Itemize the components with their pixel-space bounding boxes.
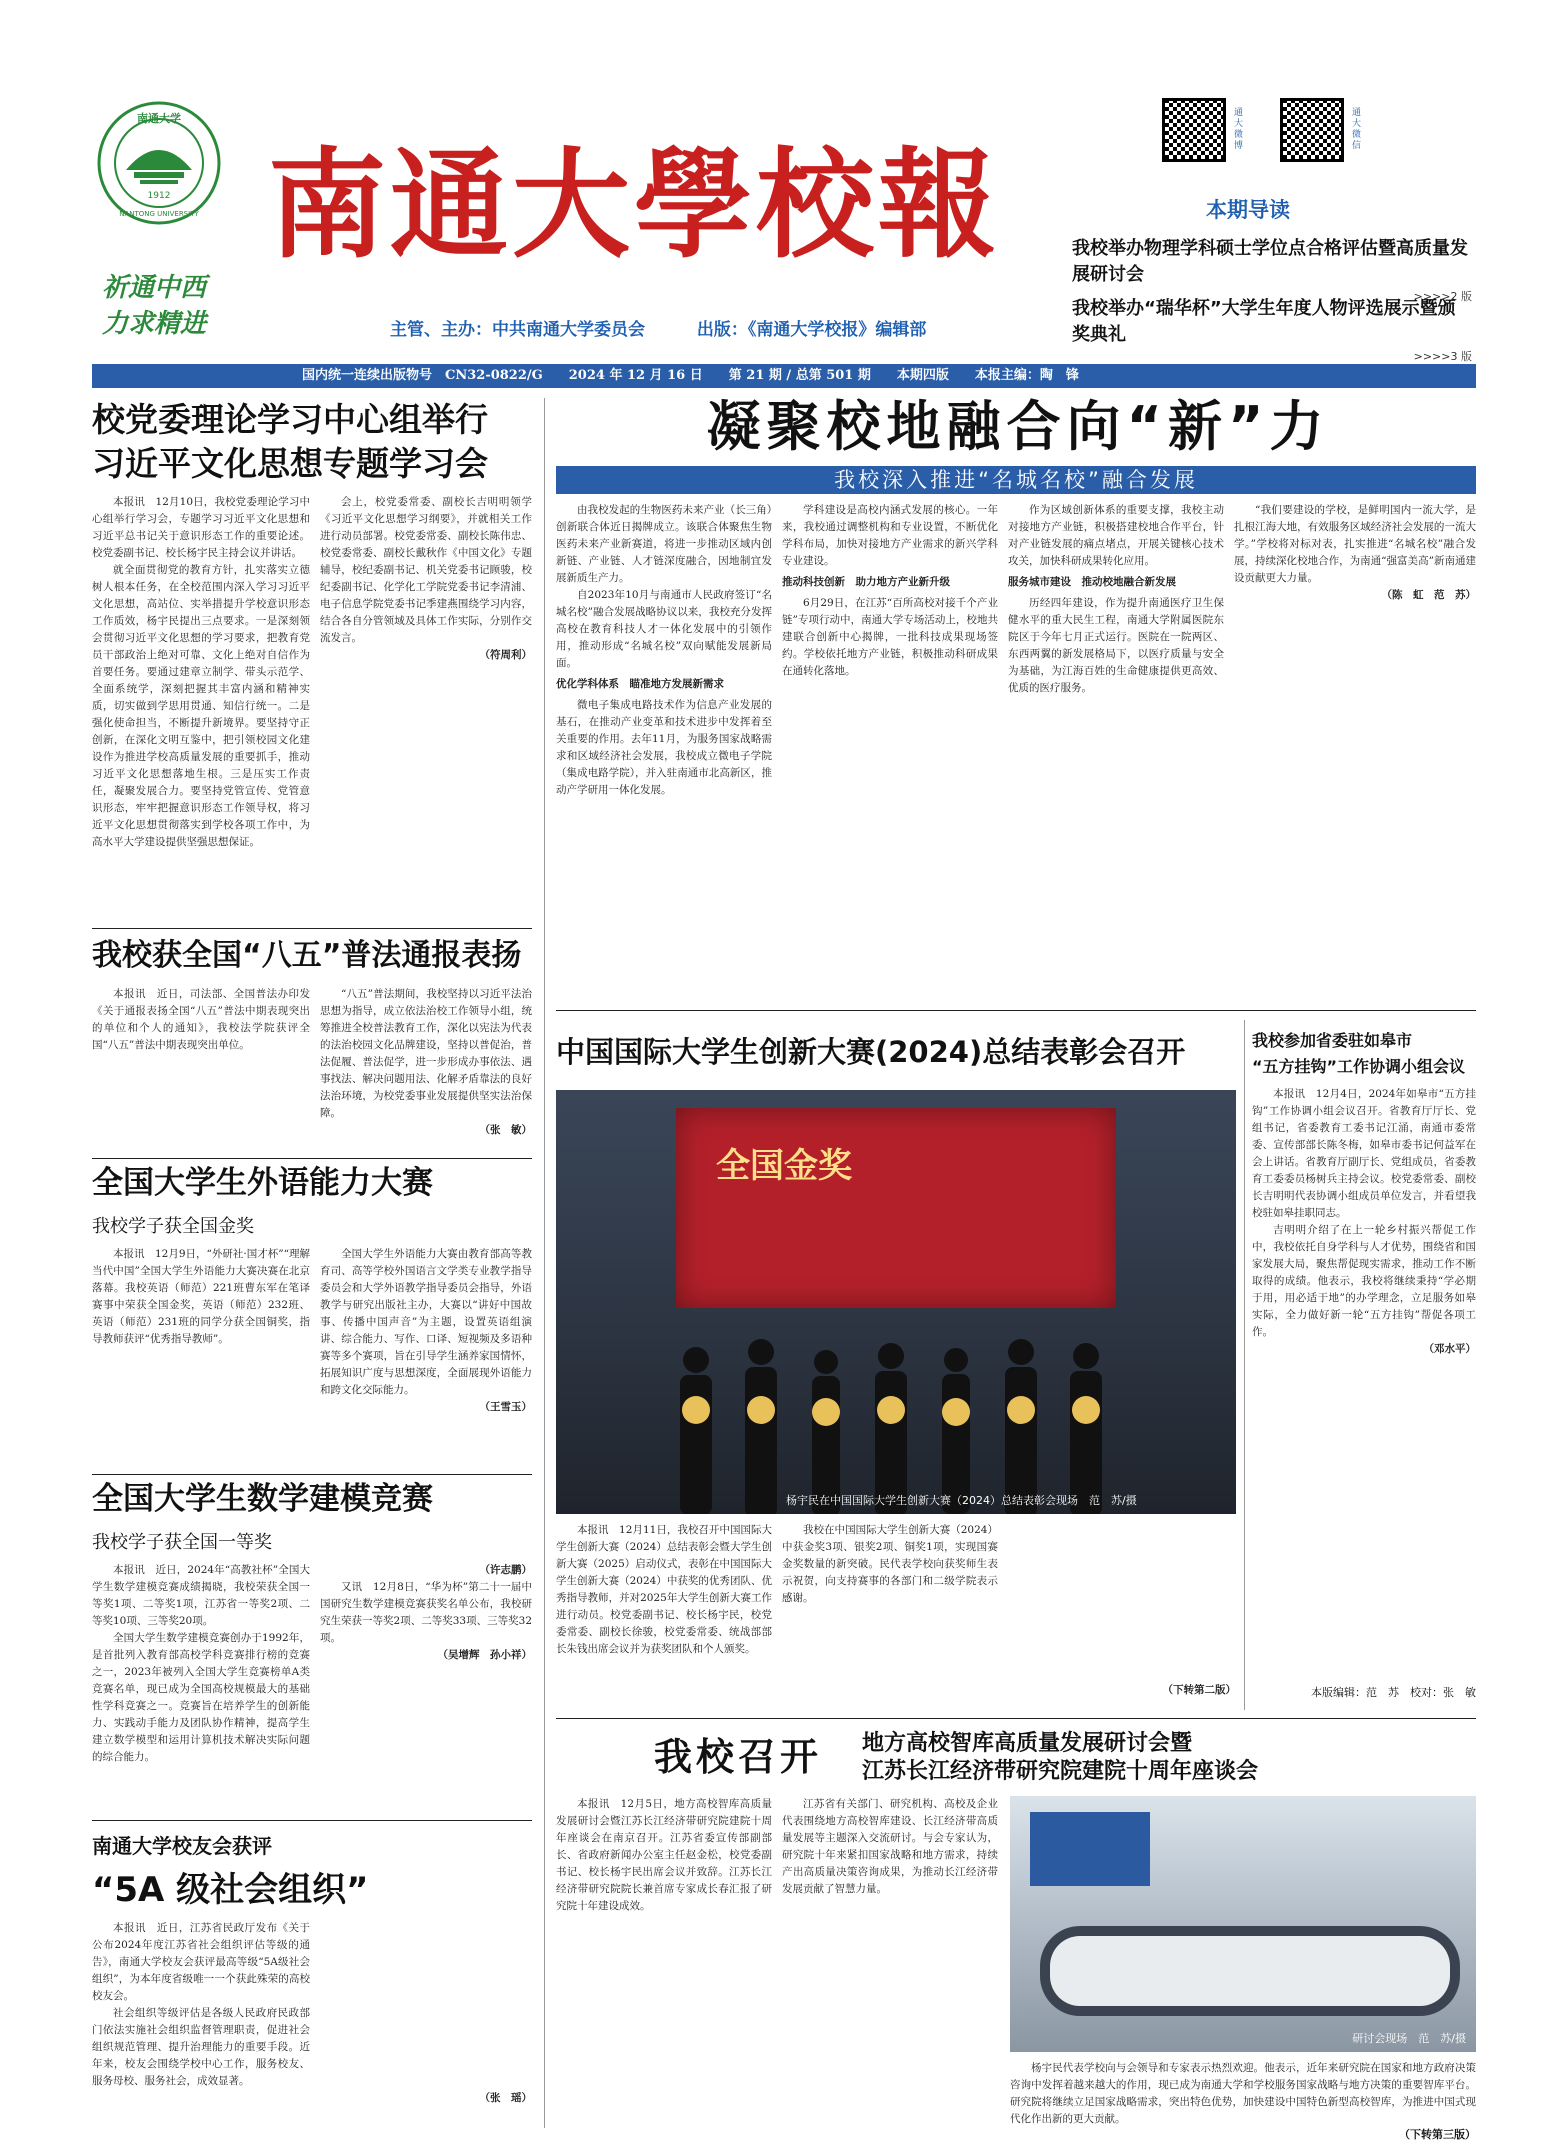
paragraph: 微电子集成电路技术作为信息产业发展的基石，在推动产业变革和技术进步中发挥着至关重要的作用。去年11月，为服务国家战略需求和区域经济社会发展，我校成立微电子学院（集成电路学院），并入驻南通市北高新区，推动产学研用一体化发展。: [556, 699, 772, 796]
motto-line-1: 祈通中西: [102, 273, 207, 303]
foreign-body-col-2: [320, 1246, 532, 1470]
paragraph: 全国大学生外语能力大赛由教育部高等教育司、高等学校外国语言文学类专业教学指导委员会和大学外语教学指导委员会指导，外语教学与研究出版社主办，大赛以“讲好中国故事、传播中国声音”为主题，设置英语组演讲、综合能力、写作、口译、短视频及多语种赛等多个赛项，旨在引导学生涵养家国情怀，拓展知识广度与思想深度，全面展现外语能力和跨文化交际能力。: [320, 1248, 532, 1396]
math-headline: 全国大学生数学建模竞赛: [92, 1481, 433, 1517]
law-body-col-1: [92, 986, 310, 1154]
byline: （下转第二版）: [1162, 1684, 1236, 1696]
column-divider: [1244, 1020, 1245, 1710]
byline: （王雪玉）: [479, 1401, 532, 1413]
lead-subtitle-bar: [556, 466, 1476, 494]
people-silhouettes-icon: [666, 1320, 1126, 1514]
paragraph: 本报讯 12月9日，“外研社·国才杯”“理解当代中国”全国大学生外语能力大赛决赛在北京落幕。我校英语（师范）221班曹东军在笔译赛事中荣获全国金奖，英语（师范）232班、英语（师范）231班的同学分获全国铜奖，指导教师获评“优秀指导教师”。: [92, 1248, 310, 1345]
svg-text:NANTONG UNIVERSITY: NANTONG UNIVERSITY: [119, 210, 199, 218]
chief-editor: 本报主编：陶 锋: [974, 368, 1079, 383]
conference-screen: [1030, 1812, 1150, 1886]
paragraph: 江苏省有关部门、研究机构、高校及企业代表围绕地方高校智库建设、长江经济带高质量发展等主题深入交流研讨。与会专家认为，研究院十年来紧扣国家战略和地方需求，持续产出高质量决策咨询成果，为推动长江经济带发展贡献了智慧力量。: [782, 1798, 998, 1895]
motto-line-2: 力求精进: [102, 309, 207, 339]
byline: （吴增辉 孙小祥）: [437, 1649, 532, 1661]
byline: （张 瑶）: [479, 2092, 532, 2104]
innovation-body-col-3: [1008, 1522, 1236, 1710]
byline: （陈 虹 范 苏）: [1381, 589, 1476, 601]
think-body-col-1: [556, 1796, 772, 2126]
paragraph: 自2023年10月与南通市人民政府签订“名城名校”融合发展战略协议以来，我校充分发挥高校在教育科技人才一体化发展中的引领作用，推动形成“名城名校”双向赋能发展新局面。: [556, 589, 772, 669]
university-logo: [96, 100, 222, 226]
innovation-headline: 中国国际大学生创新大赛(2024)总结表彰会召开: [556, 1035, 1186, 1069]
paragraph: 全国大学生数学建模竞赛创办于1992年，是首批列入教育部高校学科竞赛排行榜的竞赛之一，2023年被列入全国大学生竞赛榜单A类竞赛名单，现已成为全国高校规模最大的基础性学科竞赛之一。竞赛旨在培养学生的创新能力、实践动手能力及团队协作精神，提高学生建立数学模型和运用计算机技术解决实际问题的综合能力。: [92, 1632, 310, 1763]
math-subtitle: 我校学子获全国一等奖: [92, 1532, 272, 1553]
alumni-body-col-1: [92, 1920, 310, 2120]
think-headline-line-2: 江苏长江经济带研究院建院十周年座谈会: [862, 1759, 1259, 1784]
study-body-col-1: [92, 494, 310, 922]
divider: [556, 1010, 1476, 1011]
paragraph: 就全面贯彻党的教育方针，扎实落实立德树人根本任务，在全校范围内深入学习习近平文化思想，高站位、实举措提升学校意识形态工作质效，杨宇民提出三点要求。一是深刻领会贯彻习近平文化思想的学习要求，把教育党员干部政治上绝对可靠、文化上绝对自信作为首要任务。要通过建章立制学、带头示范学、全面系统学，深刻把握其丰富内涵和精神实质，切实做到学思用贯通、知信行统一。二是强化使命担当，不断提升新境界。要坚持守正创新，在深化文明互鉴中，把引领校园文化建设作为推进学校高质量发展的重要抓手，推动习近平文化思想落地生根。三是压实工作责任，凝聚发展合力。要坚持党管宣传、党管意识形态，牢牢把握意识形态工作领导权，将习近平文化思想贯彻落实到学校各项工作中，为高水平大学建设提供坚强思想保证。: [92, 564, 310, 848]
think-photo-caption: 研讨会现场 范 苏/摄: [1352, 2032, 1466, 2045]
sponsor: 主管、主办：中共南通大学委员会: [390, 320, 645, 340]
alumni-body-col-2: [320, 1920, 532, 2120]
divider: [556, 1718, 1476, 1719]
paragraph: 会上，校党委常委、副校长吉明明领学《习近平文化思想学习纲要》，并就相关工作进行动员部署。校党委常委、副校长陈伟忠、校党委常委、副校长戴秋作《中国文化》专题辅导，校纪委副书记、机关党委书记顾骏，校纪委副书记、化学化工学院党委书记李清浦、电子信息学院党委书记季建燕围绕学习内容，结合各自分管领域及具体工作实际，分别作交流发言。: [320, 496, 532, 644]
svg-text:1912: 1912: [147, 191, 171, 201]
guide-title: 本期导读: [1206, 198, 1290, 222]
lead-col-1: [556, 502, 772, 1002]
study-body-col-2: [320, 494, 532, 922]
guide-item-page: >>>>2 版: [1413, 290, 1472, 303]
lead-headline: 凝聚校地融合向“新”力: [706, 395, 1330, 458]
think-body-col-3: [1010, 2060, 1476, 2126]
lead-col-3: [1008, 502, 1224, 1002]
innovation-body-col-1: [556, 1522, 772, 1710]
paragraph: 社会组织等级评估是各级人民政府民政部门依法实施社会组织监督管理职责，促进社会组织规范管理、提升治理能力的重要手段。近年来，校友会围绕学校中心工作，服务校友、服务母校、服务社会，成效显著。: [92, 2007, 310, 2087]
weibo-qr-label: 通大微博: [1234, 108, 1244, 151]
paragraph: 本报讯 12月10日，我校党委理论学习中心组举行学习会，专题学习习近平文化思想和习近平总书记关于意识形态工作的重要论述。校党委副书记、校长杨宇民主持会议并讲话。: [92, 496, 310, 559]
guide-item-2[interactable]: [1072, 296, 1472, 364]
byline: （张 敏）: [479, 1124, 532, 1136]
think-body-col-2: [782, 1796, 998, 2126]
paragraph: 我校在中国国际大学生创新大赛（2024）中获金奖3项、银奖2项、铜奖1项，实现国赛金奖数量的新突破。民代表学校向获奖师生表示祝贺，向支持赛事的各部门和二级学院表示感谢。: [782, 1524, 998, 1604]
paragraph: 又讯 12月8日，“华为杯”第二十一届中国研究生数学建模竞赛获奖名单公布，我校研究生荣获一等奖2项、二等奖33项、三等奖32项。: [320, 1581, 532, 1644]
byline: （符周利）: [479, 649, 532, 661]
study-headline: [92, 398, 532, 486]
newspaper-title: 南通大學校報: [268, 135, 1001, 274]
column-divider: [544, 398, 545, 2128]
paragraph: 本报讯 12月4日，2024年如皋市“五方挂钩”工作协调小组会议召开。省教育厅厅长、党组书记，省委教育工委书记江涌，南通市委常委、宣传部部长陈冬梅，如皋市委书记何益军在会上讲话。省教育厅副厅长、党组成员，省委教育工委委员杨树兵主持会议。校党委常委、副校长吉明明代表协调小组成员单位发言，并看望我校驻如皋挂职同志。: [1252, 1088, 1476, 1219]
rugao-headline: [1252, 1028, 1476, 1080]
think-headline-sub: [862, 1730, 1476, 1786]
logo-emblem-icon: [96, 100, 222, 226]
sponsor-line: [390, 315, 926, 340]
guide-item-page: >>>>3 版: [1413, 350, 1472, 363]
lead-subtitle: 我校深入推进“名城名校”融合发展: [834, 468, 1198, 492]
award-screen: [676, 1108, 1116, 1308]
think-headline-line-1: 地方高校智库高质量发展研讨会暨: [862, 1731, 1193, 1756]
motto: [102, 270, 252, 342]
paragraph: “我们要建设的学校，是鲜明国内一流大学，是扎根江海大地，有效服务区域经济社会发展的一流大学。”学校将对标对表，扎实推进“名城名校”融合发展，持续深化校地合作，为南通“强富美高”新南通建设贡献更大力量。: [1234, 504, 1476, 584]
conference-table: [1050, 1936, 1450, 2006]
innovation-photo-caption: 杨宇民在中国国际大学生创新大赛（2024）总结表彰会现场 范 苏/摄: [786, 1494, 1137, 1507]
math-body-col-2: [320, 1562, 532, 1816]
wechat-qr-label: 通大微信: [1352, 108, 1362, 151]
paragraph: 学科建设是高校内涵式发展的核心。一年来，我校通过调整机构和专业设置，不断优化学科布局，加快对接地方产业需求的新兴学科专业建设。: [782, 504, 998, 567]
paragraph: 6月29日，在江苏“百所高校对接千个产业链”专项行动中，南通大学专场活动上，校地共建联合创新中心揭牌，一批科技成果现场签约。学校依托地方产业链，积极推动科研成果在通转化落地。: [782, 597, 998, 677]
svg-text:南通大学: 南通大学: [137, 112, 181, 125]
think-headline-main: 我校召开: [654, 1735, 823, 1779]
award-winners-group: [666, 1320, 1126, 1514]
paragraph: 吉明明介绍了在上一轮乡村振兴帮促工作中，我校依托自身学科与人才优势，围绕省和国家发展大局，聚焦帮促现实需求，推动工作不断取得的成绩。他表示，我校将继续秉持“学必期于用，用必适于地”的办学理念，立足服务如皋实际，全力做好新一轮“五方挂钩”帮促各项工作。: [1252, 1224, 1476, 1338]
study-headline-line-2: 习近平文化思想专题学习会: [92, 444, 488, 483]
rugao-body: [1252, 1086, 1476, 1662]
section-header: 推动科技创新 助力地方产业新升级: [782, 576, 950, 588]
paragraph: 由我校发起的生物医药未来产业（长三角）创新联合体近日揭牌成立。该联合体聚焦生物医药未来产业新赛道，将进一步推动区域内创新链、产业链、人才链深度融合，因地制宜发展新质生产力。: [556, 504, 772, 584]
issn: 国内统一连续出版物号 CN32-0822/G: [302, 368, 543, 383]
byline: （许志鹏）: [479, 1564, 532, 1576]
divider: [92, 1474, 532, 1475]
math-body-col-1: [92, 1562, 310, 1816]
lead-col-2: [782, 502, 998, 1002]
guide-item-text: 我校举办“瑞华杯”大学生年度人物评选展示暨颁奖典礼: [1072, 298, 1456, 345]
guide-item-1[interactable]: [1072, 236, 1472, 304]
paragraph: 本报讯 近日，2024年“高教社杯”全国大学生数学建模竞赛成绩揭晓，我校荣获全国一等奖1项、二等奖1项，江苏省一等奖2项、二等奖10项、三等奖20项。: [92, 1564, 310, 1627]
rugao-headline-line-2: “五方挂钩”工作协调小组会议: [1252, 1057, 1466, 1076]
think-continuation: （下转第三版）: [1399, 2128, 1476, 2141]
innovation-body-col-2: [782, 1522, 998, 1710]
paragraph: 本报讯 近日，司法部、全国普法办印发《关于通报表扬全国“八五”普法中期表现突出的单位和个人的通知》，我校法学院获评全国“八五”普法中期表现突出单位。: [92, 988, 310, 1051]
weibo-qr-code[interactable]: [1162, 98, 1226, 162]
award-screen-title: 全国金奖: [716, 1146, 852, 1186]
law-body-col-2: [320, 986, 532, 1154]
page-editors: 本版编辑：范 苏 校对：张 敏: [1311, 1686, 1476, 1699]
study-headline-line-1: 校党委理论学习中心组举行: [92, 400, 488, 439]
rugao-headline-line-1: 我校参加省委驻如皋市: [1252, 1031, 1413, 1050]
innovation-photo: [556, 1090, 1236, 1514]
paragraph: 本报讯 近日，江苏省民政厅发布《关于公布2024年度江苏省社会组织评估等级的通告》，南通大学校友会获评最高等级“5A级社会组织”，为本年度省级唯一一个获此殊荣的高校校友会。: [92, 1922, 310, 2002]
foreign-subtitle: 我校学子获全国金奖: [92, 1216, 254, 1237]
alumni-headline: “5A 级社会组织”: [92, 1870, 369, 1910]
paragraph: 作为区域创新体系的重要支撑，我校主动对接地方产业链，积极搭建校地合作平台，针对产业链发展的痛点堵点，开展关键核心技术攻关，加快科研成果转化应用。: [1008, 504, 1224, 567]
law-headline: 我校获全国“八五”普法通报表扬: [92, 938, 522, 973]
byline: （邓水平）: [1423, 1343, 1476, 1355]
guide-item-text: 我校举办物理学科硕士学位点合格评估暨高质量发展研讨会: [1072, 238, 1468, 285]
page-count: 本期四版: [896, 368, 949, 383]
section-header: 优化学科体系 瞄准地方发展新需求: [556, 678, 724, 690]
think-photo: [1010, 1796, 1476, 2052]
section-header: 服务城市建设 推动校地融合新发展: [1008, 576, 1176, 588]
divider: [92, 1820, 532, 1821]
alumni-kicker: 南通大学校友会获评: [92, 1834, 272, 1858]
publisher: 出版：《南通大学校报》编辑部: [696, 320, 927, 340]
divider: [92, 928, 532, 929]
divider: [92, 1158, 532, 1159]
lead-col-4: [1234, 502, 1476, 1002]
info-bar: [92, 364, 1476, 388]
issue-date: 2024 年 12 月 16 日: [568, 368, 703, 383]
issue-number: 第 21 期 / 总第 501 期: [728, 368, 871, 383]
paragraph: “八五”普法期间，我校坚持以习近平法治思想为指导，成立依法治校工作领导小组，统筹推进全校普法教育工作，深化以宪法为代表的法治校园文化品牌建设，坚持以普促治，普法促履、普法促学，进一步形成办事依法、遇事找法、解决问题用法、化解矛盾靠法的良好法治环境，为校党委事业发展提供坚实法治保障。: [320, 988, 532, 1119]
foreign-headline: 全国大学生外语能力大赛: [92, 1165, 433, 1201]
paragraph: 本报讯 12月11日，我校召开中国国际大学生创新大赛（2024）总结表彰会暨大学生创新大赛（2025）启动仪式，表彰在中国国际大学生创新大赛（2024）中获奖的优秀团队、优秀指导教师，并对2025年大学生创新大赛工作进行动员。校党委副书记、校长杨宇民，校党委常委、副校长徐骏，校党委常委、统战部部长朱钱出席会议并为获奖团队和个人颁奖。: [556, 1524, 772, 1655]
paragraph: 本报讯 12月5日，地方高校智库高质量发展研讨会暨江苏长江经济带研究院建院十周年座谈会在南京召开。江苏省委宣传部副部长、省政府新闻办公室主任赵金松，校党委副书记、校长杨宇民出席会议并致辞。江苏长江经济带研究院院长兼首席专家成长春汇报了研究院十年建设成效。: [556, 1798, 772, 1912]
wechat-qr-code[interactable]: [1280, 98, 1344, 162]
foreign-body-col-1: [92, 1246, 310, 1470]
paragraph: 杨宇民代表学校向与会领导和专家表示热烈欢迎。他表示，近年来研究院在国家和地方政府决策咨询中发挥着越来越大的作用，现已成为南通大学和学校服务国家战略与地方决策的重要智库平台。研究院将继续立足国家战略需求，突出特色优势，加快建设中国特色新型高校智库，为推进中国式现代化作出新的更大贡献。: [1010, 2062, 1476, 2125]
paragraph: 历经四年建设，作为提升南通医疗卫生保健水平的重大民生工程，南通大学附属医院东院区于今年七月正式运行。医院在一院两区、东西两翼的新发展格局下，以医疗质量与安全为基础，为江海百姓的生命健康提供更高效、优质的医疗服务。: [1008, 597, 1224, 694]
